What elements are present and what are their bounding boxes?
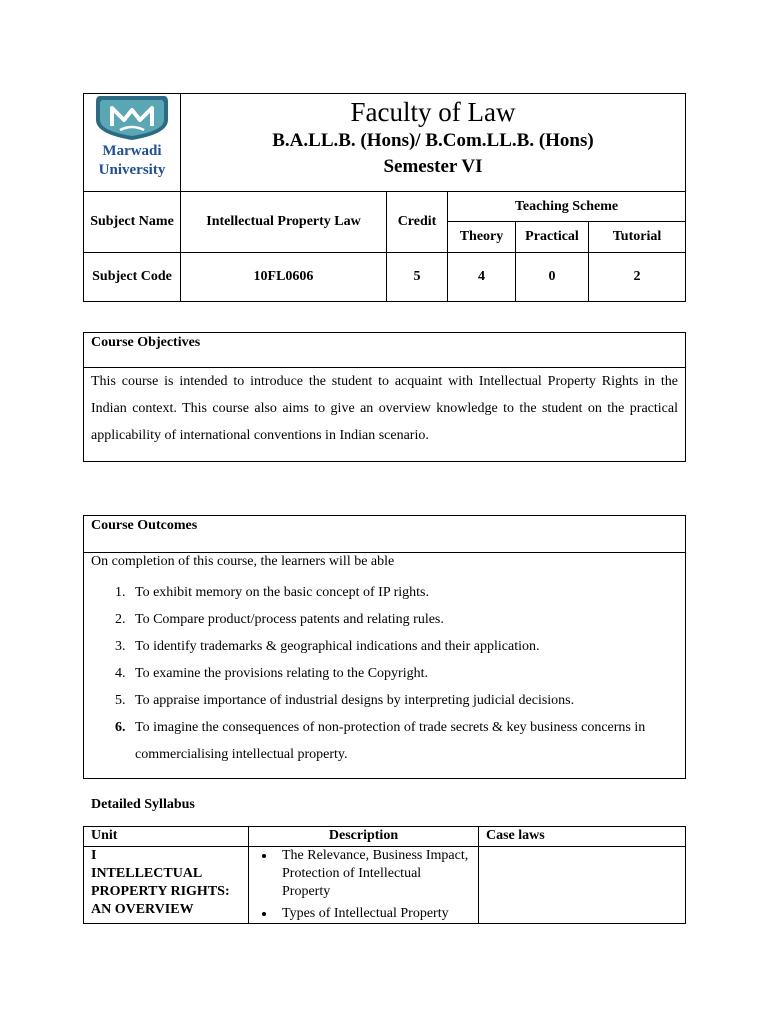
- subject-code-label: Subject Code: [84, 253, 181, 302]
- unit-title: INTELLECTUAL PROPERTY RIGHTS: AN OVERVIEW: [91, 866, 230, 917]
- course-objectives-section: [83, 332, 686, 462]
- description-item: • The Relevance, Business Impact, Protection of Intellectual Property: [276, 847, 471, 901]
- description-cell: [249, 847, 479, 924]
- syllabus-table: [83, 826, 686, 924]
- shield-logo-icon: [92, 94, 172, 142]
- subject-name-value: Intellectual Property Law: [181, 192, 387, 253]
- course-header-table: [83, 93, 686, 302]
- theory-value: 4: [448, 253, 516, 302]
- university-logo-cell: [84, 94, 181, 192]
- tutorial-label: Tutorial: [589, 222, 686, 253]
- subject-name-label: Subject Name: [84, 192, 181, 253]
- column-header-unit: Unit: [84, 827, 249, 847]
- course-outcomes-list: [84, 579, 685, 768]
- course-title-cell: [181, 94, 686, 192]
- outcome-item: 1. To exhibit memory on the basic concept of IP rights.: [129, 579, 685, 606]
- unit-number: I: [91, 848, 97, 863]
- university-logo: [84, 94, 180, 188]
- case-laws-cell: [479, 847, 686, 924]
- university-name-line2: University: [98, 162, 166, 178]
- course-outcomes-intro: On completion of this course, the learners will be able: [91, 554, 395, 569]
- description-list: [256, 847, 471, 923]
- syllabus-header-row: [84, 827, 686, 847]
- outcome-item: 4. To examine the provisions relating to the Copyright.: [129, 660, 685, 687]
- outcome-item: 2. To Compare product/process patents and relating rules.: [129, 606, 685, 633]
- outcome-item: 6. To imagine the consequences of non-protection of trade secrets & key business concerns in commercialising intellectual property.: [129, 714, 685, 768]
- practical-value: 0: [516, 253, 589, 302]
- theory-label: Theory: [448, 222, 516, 253]
- course-objectives-heading: Course Objectives: [84, 333, 685, 368]
- column-header-description: Description: [249, 827, 479, 847]
- course-objectives-text: This course is intended to introduce the student to acquaint with Intellectual Property Rights in the Indian context. This course also aims to give an overview knowledge to the student on the practical applicability of international conventions in Indian scenario.: [91, 374, 678, 443]
- course-outcomes-heading: Course Outcomes: [84, 516, 685, 553]
- faculty-title: Faculty of Law: [350, 97, 516, 127]
- course-outcomes-section: [83, 515, 686, 779]
- credit-label: Credit: [387, 192, 448, 253]
- program-title: B.A.LL.B. (Hons)/ B.Com.LL.B. (Hons): [272, 130, 594, 151]
- detailed-syllabus-heading: Detailed Syllabus: [91, 797, 195, 812]
- unit-cell: [84, 847, 249, 924]
- semester-title: Semester VI: [383, 156, 483, 177]
- outcome-item: 3. To identify trademarks & geographical indications and their application.: [129, 633, 685, 660]
- tutorial-value: 2: [589, 253, 686, 302]
- description-item: • Types of Intellectual Property: [276, 905, 471, 923]
- teaching-scheme-label: Teaching Scheme: [448, 192, 686, 222]
- university-name-line1: Marwadi: [102, 143, 162, 159]
- syllabus-row: [84, 847, 686, 924]
- practical-label: Practical: [516, 222, 589, 253]
- subject-code-value: 10FL0606: [181, 253, 387, 302]
- column-header-case-laws: Case laws: [479, 827, 686, 847]
- outcome-item: 5. To appraise importance of industrial designs by interpreting judicial decisions.: [129, 687, 685, 714]
- credit-value: 5: [387, 253, 448, 302]
